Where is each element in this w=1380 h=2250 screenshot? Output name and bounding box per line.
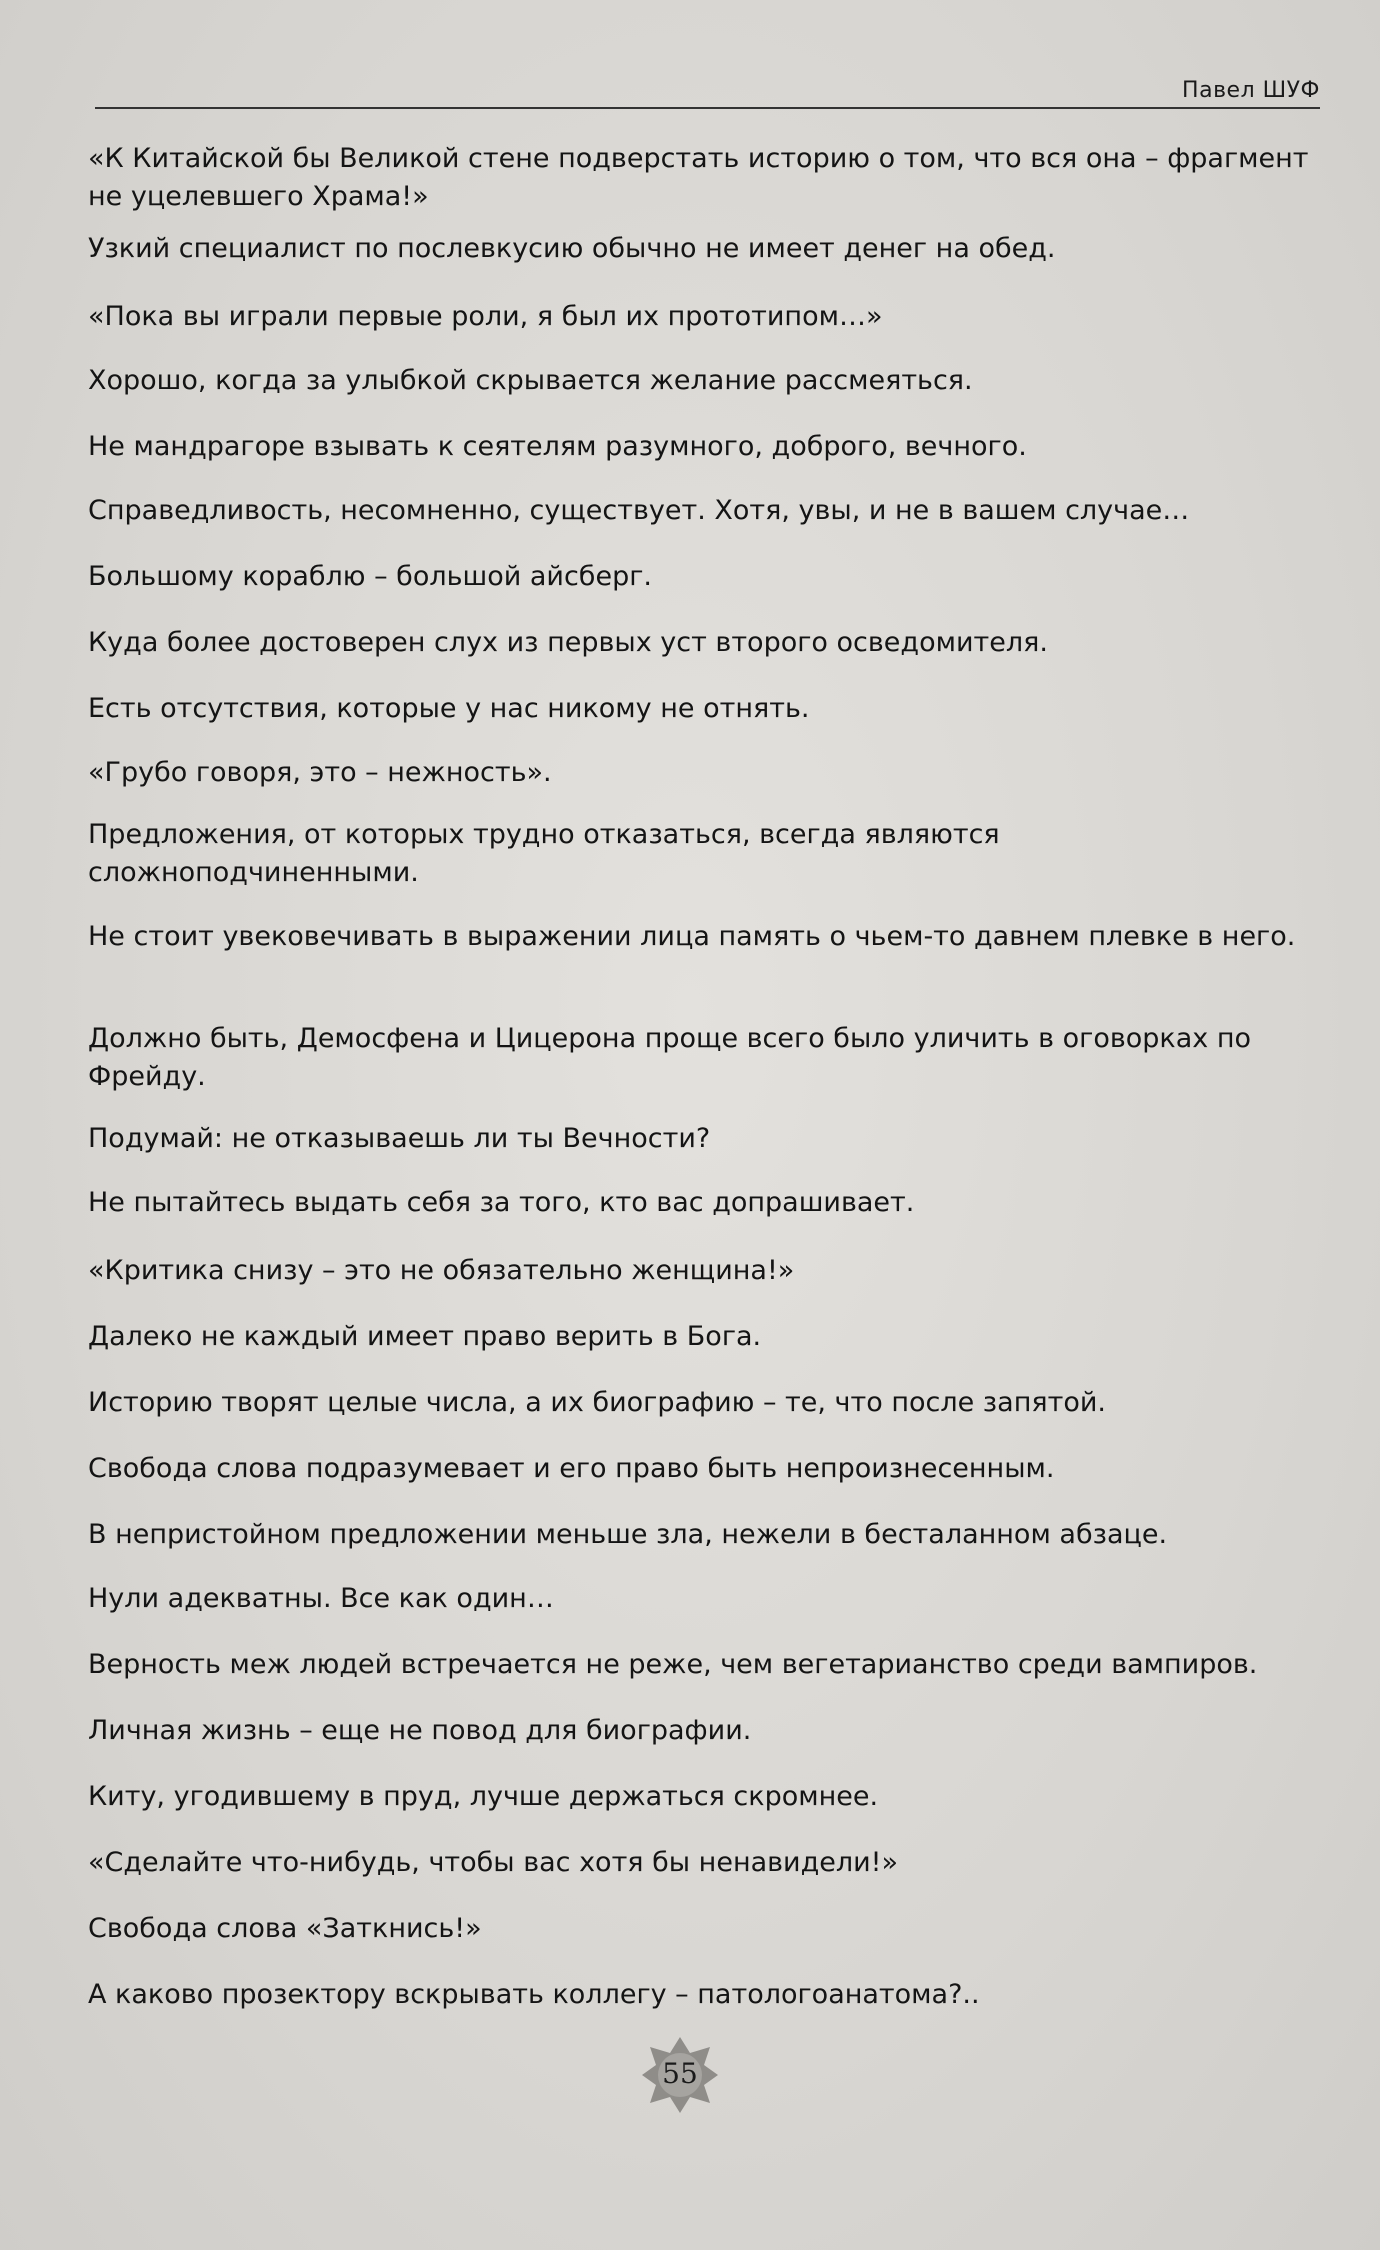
aphorism: Куда более достоверен слух из первых уст второго осведомителя. [88,627,1048,658]
aphorism: «Пока вы играли первые роли, я был их прототипом…» [88,301,883,332]
aphorism: Нули адекватны. Все как один… [88,1583,554,1614]
aphorism: Есть отсутствия, которые у нас никому не отнять. [88,693,810,724]
aphorism: Справедливость, несомненно, существует. Хотя, увы, и не в вашем случае… [88,495,1190,526]
running-header [95,78,1320,108]
page-number: 55 [662,2057,698,2090]
aphorism: Хорошо, когда за улыбкой скрывается желание рассмеяться. [88,365,973,396]
aphorism: Не стоит увековечивать в выражении лица память о чьем-то давнем плевке в него. [88,921,1296,952]
aphorism: Большому кораблю – большой айсберг. [88,561,652,592]
aphorism: Верность меж людей встречается не реже, чем вегетарианство среди вампиров. [88,1649,1258,1680]
aphorism: Узкий специалист по послевкусию обычно не имеет денег на обед. [88,233,1056,264]
aphorism: «К Китайской бы Великой стене подверстать историю о том, что вся она – фрагмент не уцелевшего Храма!» [88,143,1309,212]
aphorism: Свобода слова подразумевает и его право быть непроизнесенным. [88,1453,1055,1484]
header-author: Павел ШУФ [1182,78,1320,103]
aphorism: Далеко не каждый имеет право верить в Бога. [88,1321,762,1352]
aphorism: Подумай: не отказываешь ли ты Вечности? [88,1123,711,1154]
header-rule [95,107,1320,109]
page-footer [640,2035,720,2115]
aphorism: Киту, угодившему в пруд, лучше держаться скромнее. [88,1781,879,1812]
aphorism: Свобода слова «Заткнись!» [88,1913,482,1944]
aphorism: Не мандрагоре взывать к сеятелям разумного, доброго, вечного. [88,431,1027,462]
aphorism: Предложения, от которых трудно отказаться, всегда являются сложноподчиненными. [88,819,1000,888]
aphorism: «Сделайте что-нибудь, чтобы вас хотя бы ненавидели!» [88,1847,899,1878]
aphorism: Должно быть, Демосфена и Цицерона проще всего было уличить в оговорках по Фрейду. [88,1023,1252,1092]
aphorism: Не пытайтесь выдать себя за того, кто вас допрашивает. [88,1187,915,1218]
aphorism: «Критика снизу – это не обязательно женщина!» [88,1255,795,1286]
aphorism: Историю творят целые числа, а их биографию – те, что после запятой. [88,1387,1106,1418]
aphorism: В непристойном предложении меньше зла, нежели в бесталанном абзаце. [88,1519,1168,1550]
aphorism: Личная жизнь – еще не повод для биографии. [88,1715,752,1746]
aphorism: А каково прозектору вскрывать коллегу – патологоанатома?.. [88,1979,980,2010]
aphorism: «Грубо говоря, это – нежность». [88,757,552,788]
